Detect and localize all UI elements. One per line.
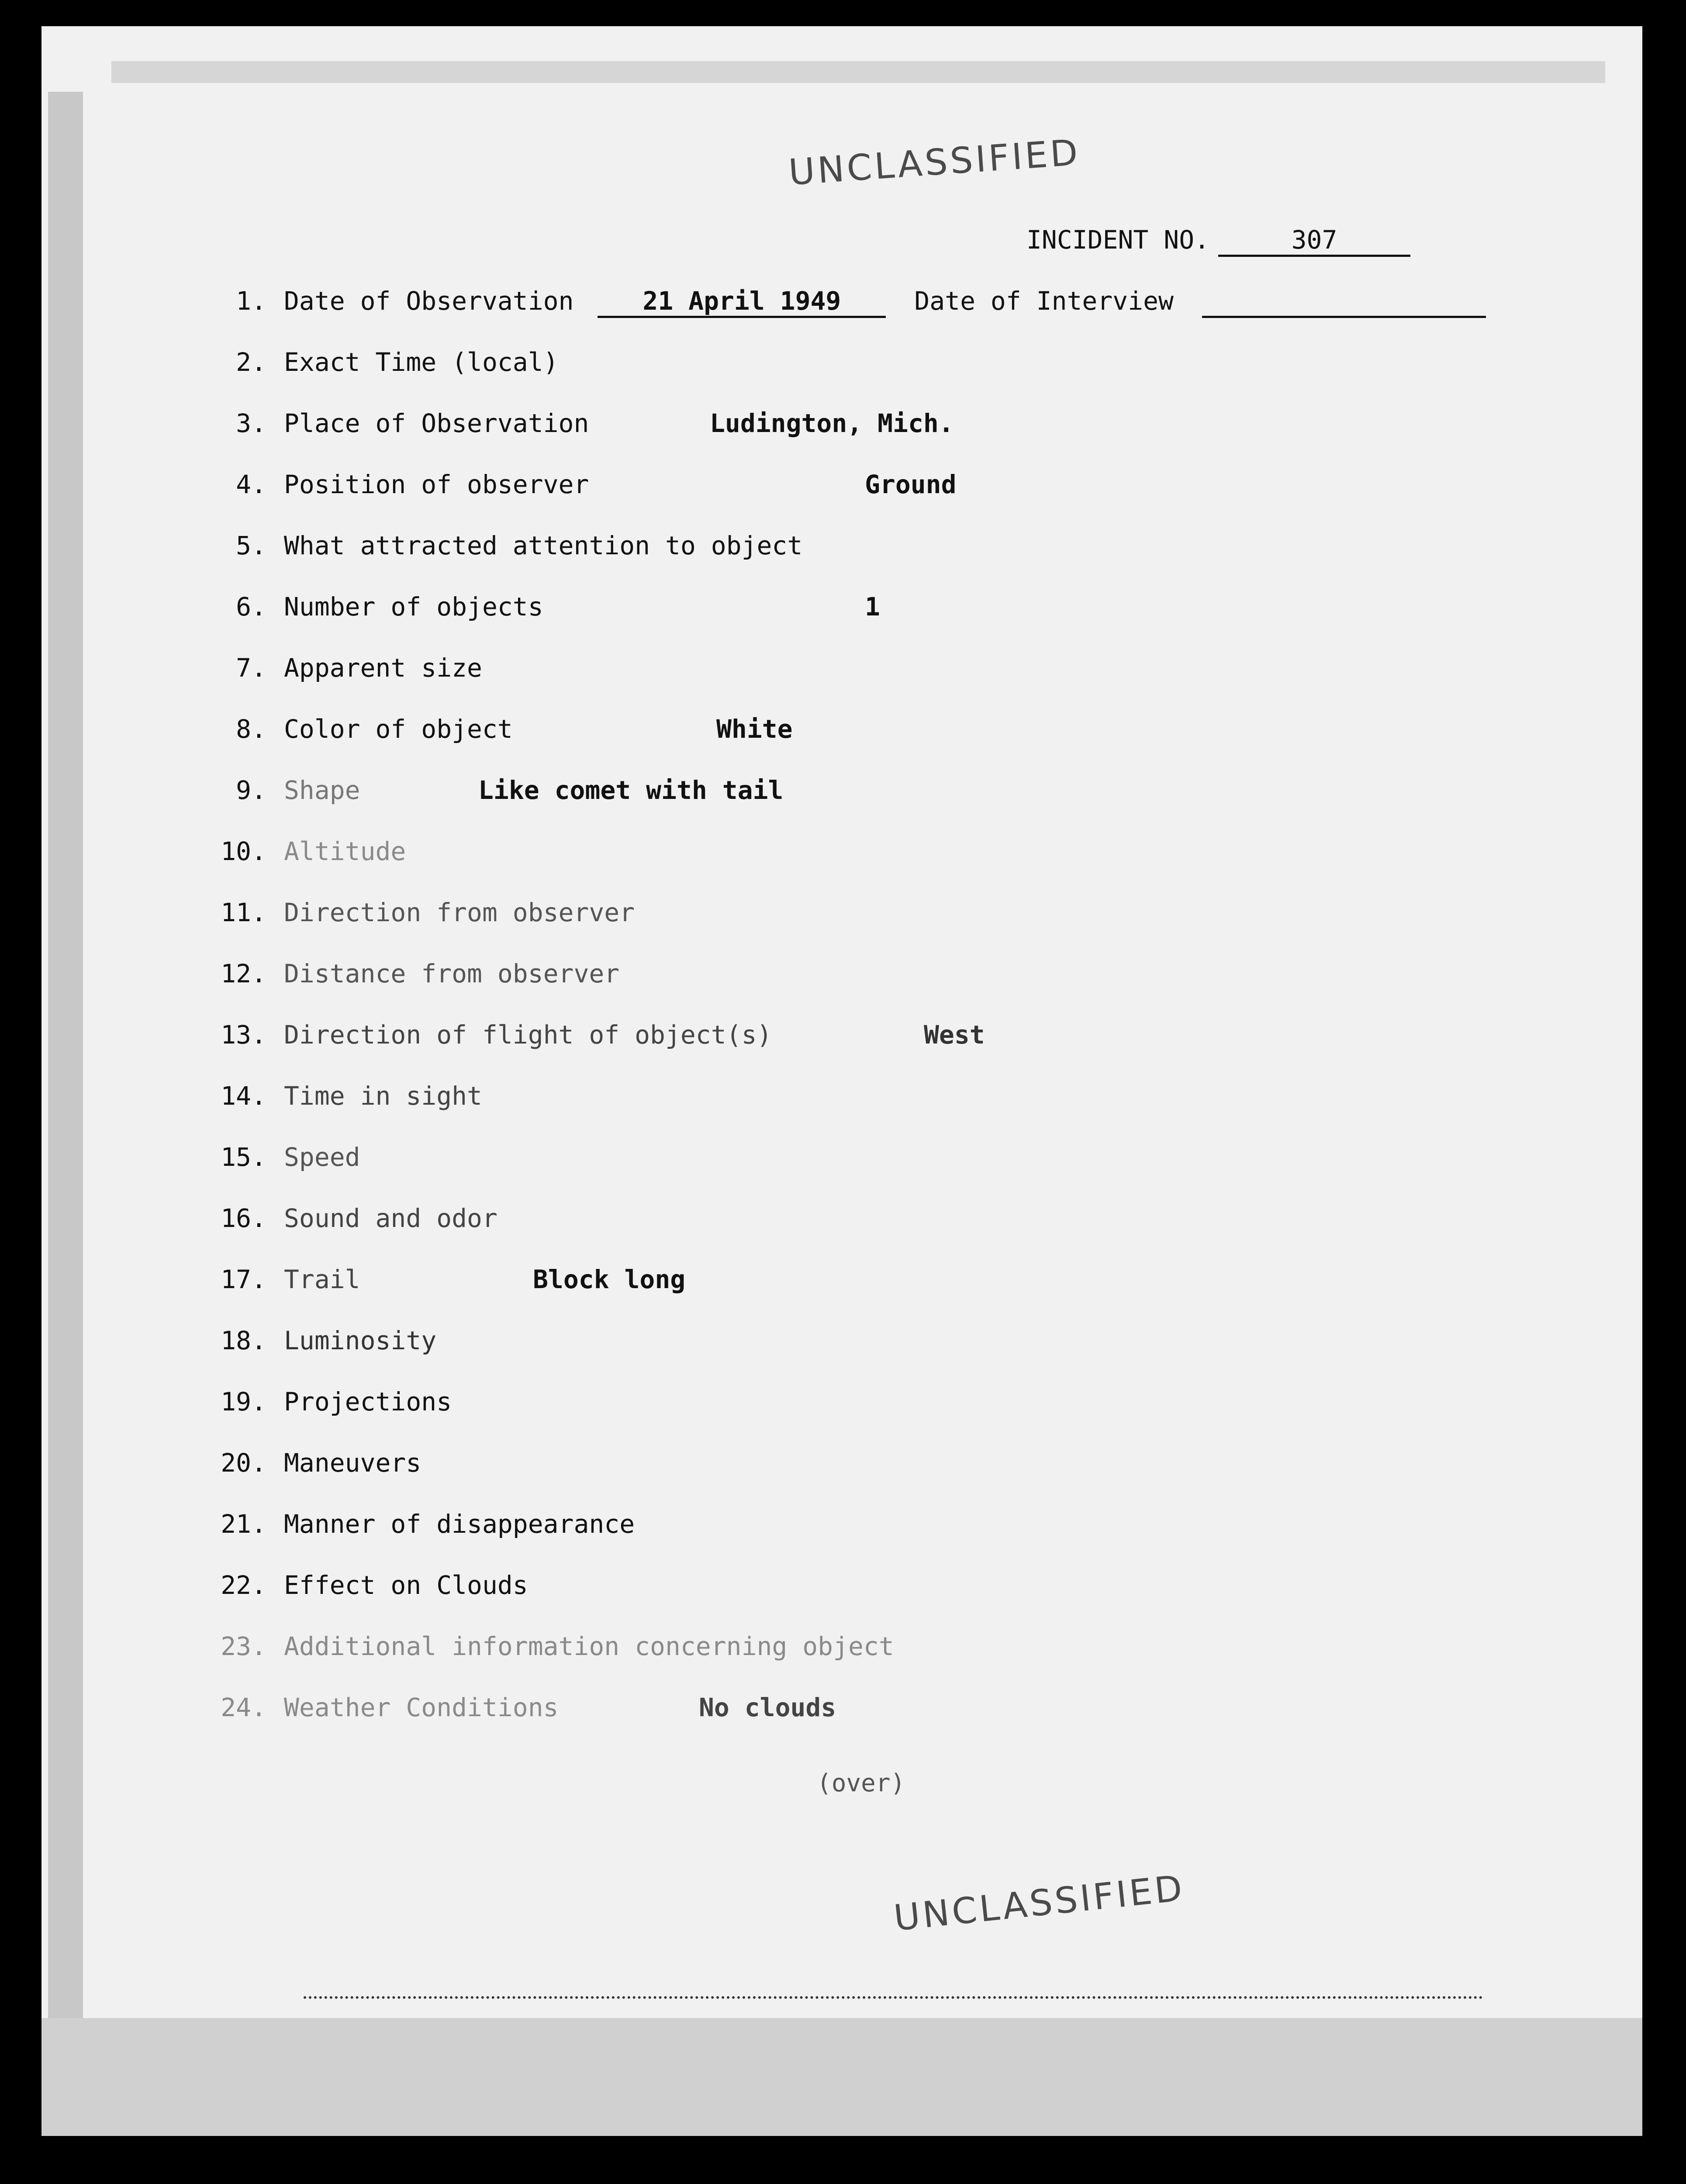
item-number: 3. <box>236 408 266 438</box>
form-row-18 <box>192 1326 436 1355</box>
item-label: Altitude <box>284 836 406 866</box>
position-value: Ground <box>865 470 957 499</box>
form-row-3 <box>192 408 954 438</box>
incident-number-field <box>1026 225 1410 257</box>
form-row-23 <box>192 1631 894 1661</box>
item-label: Time in sight <box>284 1081 482 1111</box>
weather-value: No clouds <box>699 1693 836 1722</box>
item-label: Luminosity <box>284 1326 437 1355</box>
item-label: Position of observer <box>284 470 589 499</box>
form-row-5 <box>192 531 802 560</box>
incident-number: 307 <box>1218 225 1410 257</box>
trail-value: Block long <box>533 1265 686 1294</box>
item-number: 4. <box>236 470 266 499</box>
item-number: 1. <box>236 286 266 316</box>
item-label: Apparent size <box>284 653 482 683</box>
form-row-16 <box>192 1203 498 1233</box>
place-value: Ludington, Mich. <box>710 408 954 438</box>
item-number: 16. <box>221 1203 266 1233</box>
classification-stamp-bottom: UNCLASSIFIED <box>891 1867 1187 1939</box>
item-label: Manner of disappearance <box>284 1509 635 1539</box>
scan-dot-marks <box>304 1992 1483 1999</box>
item-label: Maneuvers <box>284 1448 422 1478</box>
item-label: Direction from observer <box>284 898 635 927</box>
form-row-12 <box>192 959 619 988</box>
item-number: 19. <box>221 1387 266 1417</box>
item-number: 9. <box>236 775 266 805</box>
page-continue-note: (over) <box>817 1769 905 1797</box>
form-row-1 <box>192 286 1486 318</box>
form-row-6 <box>192 592 880 622</box>
item-number: 24. <box>221 1693 266 1722</box>
item-number: 21. <box>221 1509 266 1539</box>
item-number: 7. <box>236 653 266 683</box>
form-row-21 <box>192 1509 635 1539</box>
item-number: 8. <box>236 714 266 744</box>
incident-label: INCIDENT NO. <box>1026 225 1210 255</box>
form-row-2 <box>192 347 559 377</box>
item-label: Effect on Clouds <box>284 1570 528 1600</box>
form-row-11 <box>192 898 635 927</box>
form-row-14 <box>192 1081 482 1111</box>
item-number: 11. <box>221 898 266 927</box>
item-label: What attracted attention to object <box>284 531 803 560</box>
color-value: White <box>716 714 793 744</box>
date-of-interview-value <box>1202 286 1486 318</box>
item-label: Date of Observation <box>284 286 574 316</box>
item-number: 15. <box>221 1142 266 1172</box>
item-label: Number of objects <box>284 592 543 622</box>
item-number: 6. <box>236 592 266 622</box>
item-label: Weather Conditions <box>284 1693 559 1722</box>
item-label: Exact Time (local) <box>284 347 559 377</box>
item-label: Trail <box>284 1265 360 1294</box>
item-label: Speed <box>284 1142 360 1172</box>
form-row-15 <box>192 1142 360 1172</box>
item-number: 22. <box>221 1570 266 1600</box>
form-row-24 <box>192 1693 836 1722</box>
item-label: Additional information concerning object <box>284 1631 894 1661</box>
number-of-objects-value: 1 <box>865 592 880 622</box>
form-row-13 <box>192 1020 985 1050</box>
document-page <box>41 26 1642 2136</box>
item-number: 14. <box>221 1081 266 1111</box>
item-number: 10. <box>221 836 266 866</box>
form-row-19 <box>192 1387 452 1417</box>
date-of-interview-label: Date of Interview <box>914 286 1174 316</box>
item-label: Shape <box>284 775 360 805</box>
item-number: 23. <box>221 1631 266 1661</box>
item-number: 13. <box>221 1020 266 1050</box>
classification-stamp-top: UNCLASSIFIED <box>787 131 1082 194</box>
item-number: 18. <box>221 1326 266 1355</box>
item-label: Place of Observation <box>284 408 589 438</box>
date-of-observation-value: 21 April 1949 <box>598 286 886 318</box>
item-number: 2. <box>236 347 266 377</box>
form-row-9 <box>192 775 784 805</box>
item-label: Distance from observer <box>284 959 620 988</box>
item-label: Sound and odor <box>284 1203 498 1233</box>
item-label: Color of object <box>284 714 513 744</box>
item-label: Direction of flight of object(s) <box>284 1020 772 1050</box>
form-row-17 <box>192 1265 686 1294</box>
scan-shadow-top <box>111 61 1605 83</box>
form-row-7 <box>192 653 482 683</box>
shape-value: Like comet with tail <box>478 775 784 805</box>
form-row-22 <box>192 1570 528 1600</box>
direction-of-flight-value: West <box>924 1020 985 1050</box>
form-row-10 <box>192 836 406 866</box>
form-row-20 <box>192 1448 421 1478</box>
item-number: 17. <box>221 1265 266 1294</box>
item-number: 20. <box>221 1448 266 1478</box>
form-row-4 <box>192 470 957 499</box>
scan-shadow-bottom <box>41 2018 1642 2136</box>
item-number: 5. <box>236 531 266 560</box>
form-row-8 <box>192 714 793 744</box>
scan-shadow-left <box>48 92 83 2040</box>
item-number: 12. <box>221 959 266 988</box>
item-label: Projections <box>284 1387 452 1417</box>
